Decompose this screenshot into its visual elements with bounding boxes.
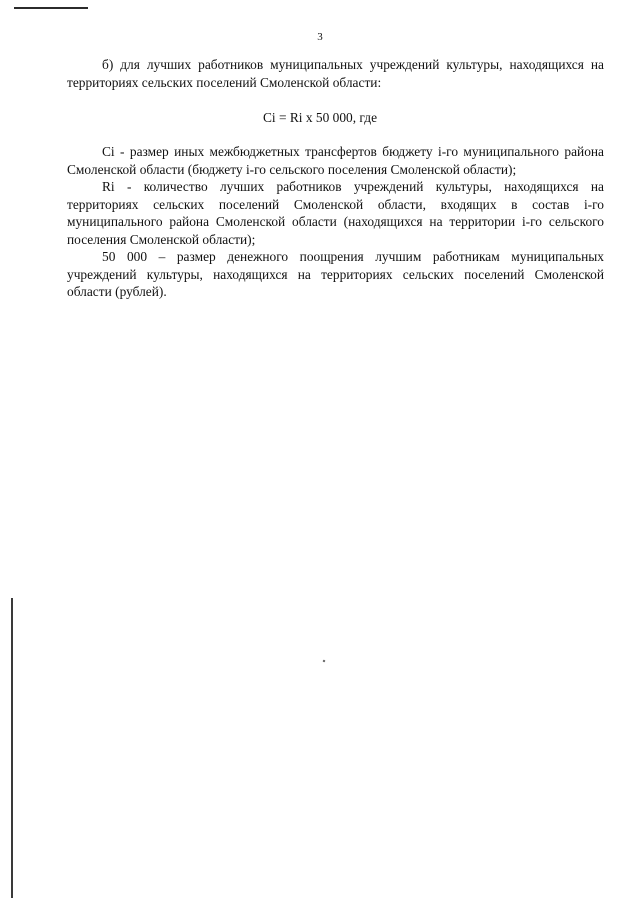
definitions-block [67, 143, 604, 301]
scan-speck [323, 660, 326, 663]
formula-line: Ci = Ri x 50 000, где [262, 110, 378, 125]
scan-edge-mark-top [14, 7, 88, 9]
definition-ri: Ri - количество лучших работников учреждений культуры, находящихся на территориях сельских поселений Смоленской области, входящих в состав i-го муниципального района Смоленской области (находящихся на территории i-го сельского поселения Смоленской области); [67, 179, 604, 247]
definition-ci: Ci - размер иных межбюджетных трансфертов бюджету i-го муниципального района Смоленской области (бюджету i-го сельского поселения Смоленской области); [67, 144, 604, 177]
page-number: 3 [317, 31, 323, 43]
intro-paragraph: б) для лучших работников муниципальных учреждений культуры, находящихся на территориях сельских поселений Смоленской области: [67, 57, 604, 90]
definition-amount: 50 000 – размер денежного поощрения лучшим работникам муниципальных учреждений культуры, находящихся на территориях сельских поселений Смоленской области (рублей). [67, 249, 604, 299]
scan-edge-mark-left [11, 598, 13, 898]
intro-block [67, 56, 604, 91]
